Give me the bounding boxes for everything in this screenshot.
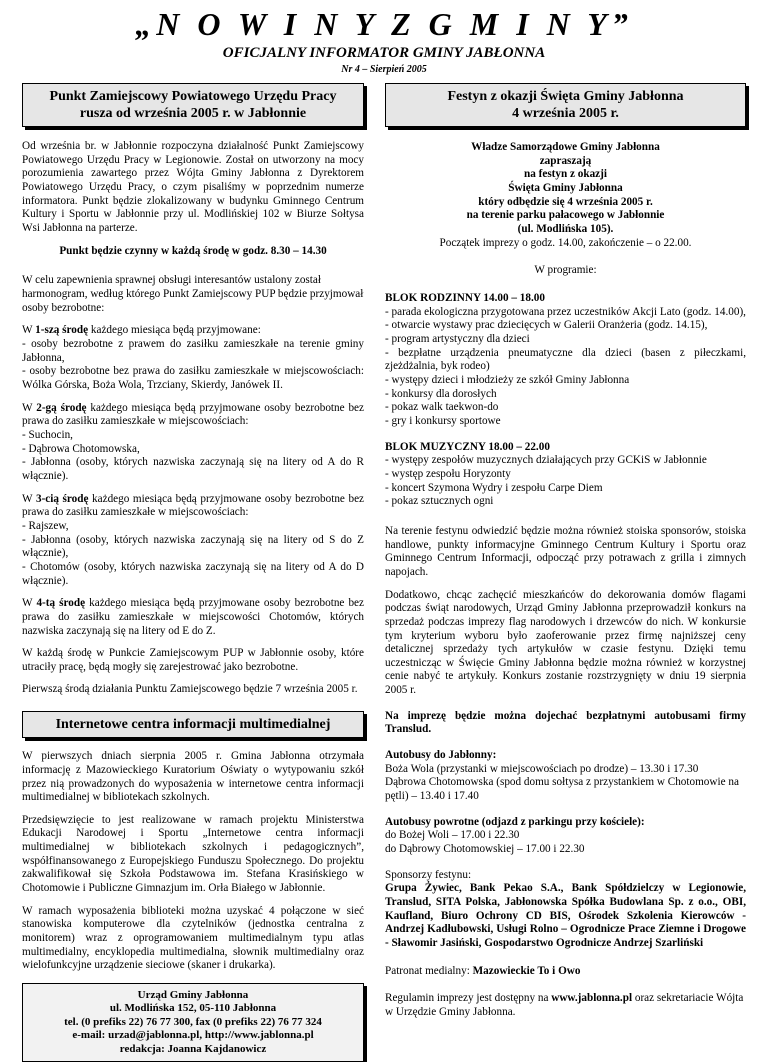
schedule-week1-rest: każdego miesiąca będą przyjmowane:	[88, 324, 261, 337]
regulations-link[interactable]: www.jablonna.pl	[551, 992, 633, 1005]
list-item: - Rajszew,	[22, 519, 69, 532]
list-item: - występy dzieci i młodzieży ze szkół Gminy Jabłonna	[385, 374, 630, 386]
media-patronage-label: Patronat medialny:	[385, 964, 473, 977]
list-item: - Jabłonna (osoby, których nazwiska zaczynają się na litery od A do R włącznie).	[22, 456, 364, 482]
right-column	[385, 75, 746, 1029]
schedule-week4-lead: W	[22, 597, 37, 610]
list-item: - Dąbrowa Chotomowska,	[22, 442, 140, 455]
invitation-line: (ul. Modlińska 105).	[517, 223, 614, 236]
article-festyn-heading-line2: 4 września 2005 r.	[512, 106, 619, 122]
list-item: - pokaz sztucznych ogni	[385, 495, 494, 508]
list-item: - osoby bezrobotne z prawem do zasiłku zamieszkałe na terenie gminy Jabłonna,	[22, 338, 364, 364]
schedule-week3	[22, 493, 364, 589]
article-internet-p2: Przedsięwzięcie to jest realizowane w ramach projektu Ministerstwa Edukacji Narodowej i Sportu „Internetowe centra informacji multimedialnej w bibliotekach szkolnych i pedagogicznych”, współfinansowanego z Europejskiego Funduszu Społecznego. Do projektu zakwalifikował się Szkoła Podstawowa im. Stefana Krasińskiego w Chotomowie i Publiczne Gimnazjum im. Orła Białego w Jabłonnie.	[22, 813, 364, 895]
invitation-line: na terenie parku pałacowego w Jabłonnie	[466, 209, 665, 222]
contact-address: ul. Modlińska 152, 05-110 Jabłonna	[109, 1002, 277, 1015]
list-item: do Bożej Woli – 17.00 i 22.30	[385, 829, 520, 842]
block-family-heading: BLOK RODZINNY 14.00 – 18.00	[385, 292, 545, 305]
regulations-text: Regulamin imprezy jest dostępny na	[385, 992, 552, 1005]
schedule-week2-lead: W	[22, 401, 37, 414]
list-item: Boża Wola (przystanki w miejscowościach po drodze) – 13.30 i 17.30	[385, 762, 699, 775]
invitation-times: Początek imprezy o godz. 14.00, zakończenie – o 22.00.	[439, 236, 692, 249]
regulations	[385, 992, 746, 1019]
invitation-line: zapraszają	[539, 154, 592, 167]
list-item: - parada ekologiczna przygotowana przez uczestników Akcji Lato (godz. 14.00),	[385, 305, 746, 318]
list-item: - Jabłonna (osoby, których nazwiska zaczynają się na litery od S do Z włącznie),	[22, 533, 364, 560]
list-item: - konkursy dla dorosłych	[385, 387, 497, 400]
schedule-week2-rest: każdego miesiąca będą przyjmowane osoby bezrobotne bez prawa do zasiłku zamieszkałe w miejscowościach:	[22, 401, 364, 428]
article-pup-intro: Od września br. w Jabłonnie rozpoczyna działalność Punkt Zamiejscowy Powiatowego Urzędu Pracy w Legionowie. Został on utworzony na mocy porozumienia zawartego przez Wójta Gminy Jabłonna z Dyrektorem Powiatowego Urzędu Pracy, o czym pisaliśmy w poprzednim numerze informatora. Punkt będzie zlokalizowany w budynku Gminnego Centrum Kultury i Sportu w Jabłonnie przy ul. Modlińskiej 102 w Biurze Sołtysa Wsi Jabłonna na parterze.	[22, 140, 364, 235]
schedule-week1	[22, 324, 364, 392]
article-internet-p3: W ramach wyposażenia biblioteki można uzyskać 4 połączone w sieć stanowiska komputerowe dla czytelników (jednostka centralna z monitorem) wraz z oprogramowaniem multimedialnym typu atlas multimedialny, encyklopedia multimedialna, słownik multimedialny oraz wielofunkcyjne urządzenie sieciowe (skaner i drukarka).	[22, 904, 364, 972]
list-item: - program artystyczny dla dzieci	[385, 333, 530, 346]
article-pup-schedule-intro: W celu zapewnienia sprawnej obsługi interesantów ustalony został harmonogram, według którego Punkt Zamiejscowy PUP będzie przyjmował osoby bezrobotne:	[22, 274, 364, 314]
regulations-text-end: oraz sekretariacie Wójta w Urzędzie Gminy Jabłonna.	[385, 992, 744, 1018]
sponsors	[385, 869, 746, 951]
sponsors-list: Grupa Żywiec, Bank Pekao S.A., Bank Spółdzielczy w Legionowie, Translud, SITA Polska, Jabłonowska Spółka Budowlana Sp. z o.o., OBI, Kaufland, Biuro Ochrony CD BIS, Ośrodek Szkolenia Kierowców - Andrzej Kadłubowski, Usługi Rolno – Ogrodnicze Prace Ziemne i Drogowe - Sławomir Jasiński, Gospodarstwo Ogrodnicze Andrzej Szarliński	[385, 882, 746, 949]
list-item: - pokaz walk taekwon-do	[385, 401, 499, 414]
article-pup-heading-line1: Punkt Zamiejscowy Powiatowego Urzędu Pracy	[49, 89, 337, 104]
program-label: W programie:	[534, 264, 597, 277]
schedule-week4-rest: każdego miesiąca będą przyjmowane osoby bezrobotne bez prawa do zasiłku zamieszkałe w miejscowości Chotomów, których nazwiska zaczynają się na litery od E do Z.	[22, 597, 364, 637]
issue-number: Nr 4 – Sierpień 2005	[341, 63, 427, 75]
schedule-week3-lead: W	[22, 492, 36, 505]
contact-email: e-mail: urzad@jablonna.pl, http://www.jablonna.pl	[72, 1029, 314, 1042]
festyn-contest: Dodatkowo, chcąc zachęcić mieszkańców do dekorowania domów flagami podczas świąt narodowych, Urząd Gminy Jabłonna przeprowadził konkurs na sprzedaż podczas imprezy flag narodowych i drzewców do nich. W konkursie tym kryterium wyboru było zaoferowanie przez firmę najniższej ceny detalicznej sprzedaży tych artykułów w czasie festynu. Dzięki temu uczestnicząc w Święcie Gminy Jabłonna będzie można również w korzystnej cenie nabyć te artykuły. Konkurs zostanie rozstrzygnięty w dniu 19 sierpnia 2005 r.	[385, 588, 746, 697]
list-item: - gry i konkursy sportowe	[385, 414, 501, 427]
schedule-week2-day: 2-gą środę	[36, 401, 87, 414]
list-item: - bezpłatne urządzenia pneumatyczne dla dzieci (basen z piłeczkami, zjeżdżalnia, byk rodeo)	[385, 346, 746, 373]
schedule-week4	[22, 597, 364, 638]
schedule-week3-day: 3-cią środę	[35, 492, 89, 505]
left-column	[22, 75, 364, 1062]
schedule-week3-rest: każdego miesiąca będą przyjmowane osoby bezrobotne bez prawa do zasiłku zamieszkałe w miejscowościach:	[22, 492, 364, 519]
newsletter-title: „N O W I N Y Z G M I N Y”	[135, 6, 633, 42]
invitation-line: Władze Samorządowe Gminy Jabłonna	[471, 141, 660, 154]
list-item: Dąbrowa Chotomowska (spod domu sołtysa z przystankiem w Chotomowie na pętli) – 13.40 i 17.40	[385, 776, 739, 803]
invitation-line: który odbędzie się 4 września 2005 r.	[478, 195, 653, 208]
schedule-week1-day: 1-szą środę	[35, 324, 89, 337]
bus-to-jablonna	[385, 749, 746, 804]
newsletter-subtitle: OFICJALNY INFORMATOR GMINY JABŁONNA	[222, 44, 546, 61]
sponsors-label: Sponsorzy festynu:	[385, 868, 472, 881]
contact-editor: redakcja: Joanna Kajdanowicz	[119, 1042, 267, 1055]
block-family	[385, 292, 746, 429]
invitation-line: na festyn z okazji	[524, 168, 607, 181]
article-pup-first-day: Pierwszą środą działania Punktu Zamiejscowego będzie 7 września 2005 r.	[22, 683, 358, 696]
schedule-week1-lead: W	[22, 324, 36, 337]
schedule-week2	[22, 402, 364, 484]
article-pup-hours: Punkt będzie czynny w każdą środę w godz. 8.30 – 14.30	[59, 244, 327, 257]
media-patronage-name: Mazowieckie To i Owo	[472, 964, 581, 977]
article-festyn-heading	[385, 83, 746, 127]
article-pup-registration: W każdą środę w Punkcie Zamiejscowym PUP w Jabłonnie osoby, które utraciły pracę, będą mogły się zarejestrować jako bezrobotne.	[22, 647, 364, 673]
article-internet-p1: W pierwszych dniach sierpnia 2005 r. Gmina Jabłonna otrzymała informację z Mazowieckiego Kuratorium Oświaty o wytypowaniu szkół przez nią prowadzonych do wyposażenia w internetowe centra informacji multimedialnej w bibliotekach szkolnych.	[22, 750, 364, 804]
bus-return-heading: Autobusy powrotne (odjazd z parkingu przy kościele):	[385, 815, 645, 828]
invitation	[385, 141, 746, 250]
list-item: - Chotomów (osoby, których nazwiska zaczynają się na litery od A do D włącznie).	[22, 560, 364, 587]
list-item: do Dąbrowy Chotomowskiej – 17.00 i 22.30	[385, 843, 585, 856]
list-item: - osoby bezrobotne bez prawa do zasiłku zamieszkałe w miejscowościach: Wólka Górska, Boża Wola, Trzciany, Skierdy, Janówek II.	[22, 365, 364, 391]
block-music-heading: BLOK MUZYCZNY 18.00 – 22.00	[385, 440, 550, 453]
contact-phone: tel. (0 prefiks 22) 76 77 300, fax (0 prefiks 22) 76 77 324	[64, 1015, 322, 1028]
list-item: - występy zespołów muzycznych działających przy GCKiS w Jabłonnie	[385, 454, 707, 467]
list-item: - występ zespołu Horyzonty	[385, 467, 511, 480]
list-item: - Suchocin,	[22, 428, 73, 441]
list-item: - otwarcie wystawy prac dziecięcych w Galerii Oranżeria (godz. 14.15),	[385, 319, 708, 332]
invitation-line: Święta Gminy Jabłonna	[508, 182, 623, 195]
schedule-week4-day: 4-tą środę	[36, 597, 86, 610]
festyn-stands: Na terenie festynu odwiedzić będzie można również stoiska sponsorów, stoiska handlowe, punkty informacyjne Gminnego Centrum Kultury i Sportu oraz Gminnego Centrum Informacji, odpocząć przy potrawach z grilla i zimnych napojach.	[385, 524, 746, 578]
media-patronage	[385, 965, 746, 979]
block-music	[385, 441, 746, 509]
bus-return	[385, 816, 746, 857]
article-internet-heading: Internetowe centra informacji multimedialnej	[22, 711, 364, 738]
article-festyn-heading-line1: Festyn z okazji Święta Gminy Jabłonna	[447, 89, 684, 104]
list-item: - koncert Szymona Wydry i zespołu Carpe Diem	[385, 481, 603, 494]
contact-office: Urząd Gminy Jabłonna	[137, 989, 249, 1002]
contact-box	[22, 983, 364, 1062]
masthead	[0, 0, 768, 75]
article-pup-heading-line2: rusza od września 2005 r. w Jabłonnie	[79, 106, 307, 122]
bus-to-heading: Autobusy do Jabłonny:	[385, 749, 497, 762]
festyn-bus-info: Na imprezę będzie można dojechać bezpłatnymi autobusami firmy Translud.	[385, 709, 746, 736]
article-pup-heading	[22, 83, 364, 127]
